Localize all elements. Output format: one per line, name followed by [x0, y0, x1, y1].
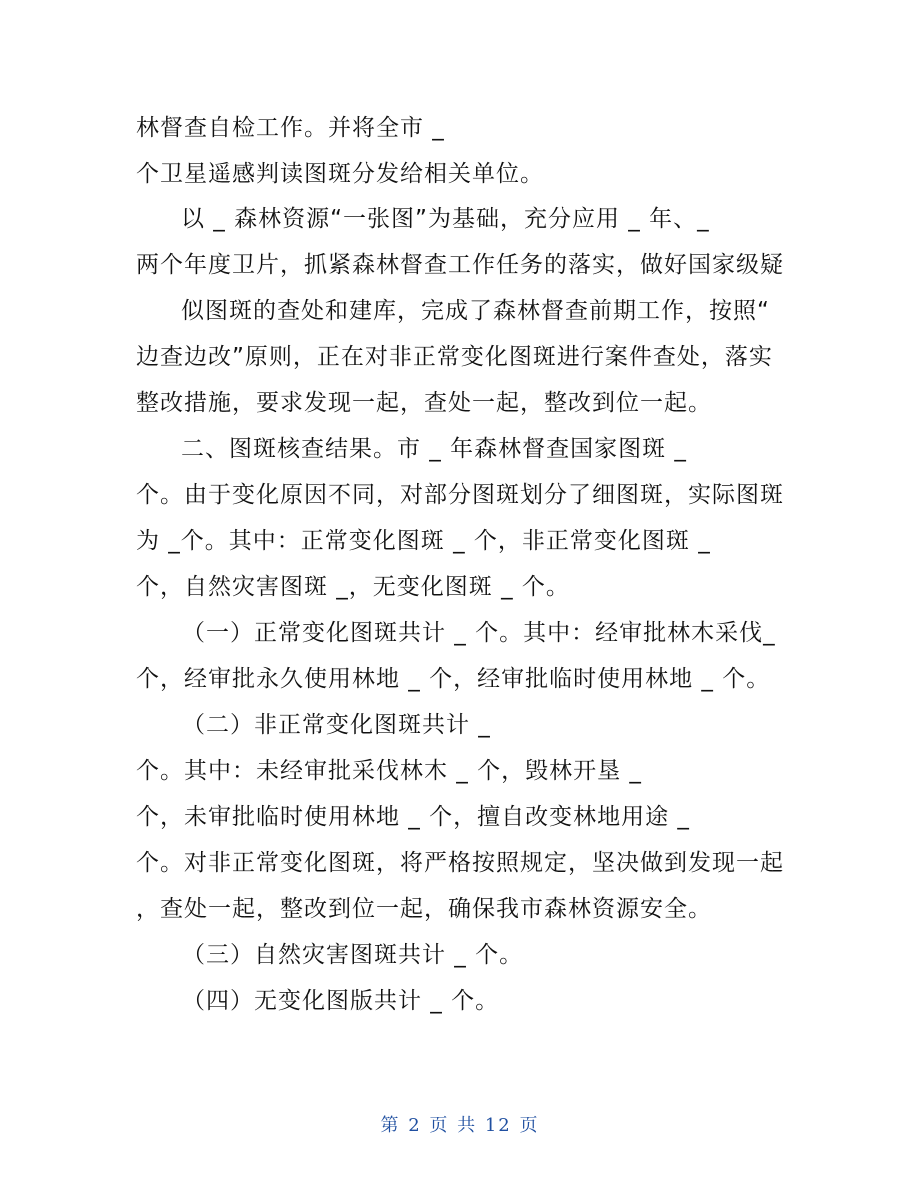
- text-line-5: 似图斑的查处和建库，完成了森林督查前期工作，按照“: [181, 298, 770, 324]
- text-line-6: 边查边改”原则，正在对非正常变化图斑进行案件查处，落实: [136, 344, 773, 370]
- text-line-8: 二、图斑核查结果。市 _ 年森林督查国家图斑 _: [181, 436, 687, 462]
- text-line-4: 两个年度卫片，抓紧森林督查工作任务的落实，做好国家级疑: [136, 252, 784, 278]
- text-line-11: 个，自然灾害图斑 _，无变化图斑 _ 个。: [136, 574, 570, 600]
- text-line-12: （一）正常变化图斑共计 _ 个。其中：经审批林木采伐_: [182, 620, 776, 646]
- text-line-15: 个。其中：未经审批采伐林木 _ 个，毁林开垦 _: [136, 758, 642, 784]
- text-line-3: 以 _ 森林资源“一张图”为基础，充分应用 _ 年、_: [181, 206, 710, 232]
- text-line-9: 个。由于变化原因不同，对部分图斑划分了细图斑，实际图斑: [136, 482, 784, 508]
- text-line-13: 个，经审批永久使用林地 _ 个，经审批临时使用林地 _ 个。: [136, 666, 771, 692]
- text-line-18: ，查处一起，整改到位一起，确保我市森林资源安全。: [136, 896, 712, 922]
- text-line-17: 个。对非正常变化图斑，将严格按照规定，坚决做到发现一起: [136, 850, 784, 876]
- text-line-2: 个卫星遥感判读图斑分发给相关单位。: [136, 161, 544, 187]
- text-line-16: 个，未审批临时使用林地 _ 个，擅自改变林地用途 _: [136, 804, 690, 830]
- page-number-footer: 第 2 页 共 12 页: [380, 1115, 540, 1136]
- text-line-14: （二）非正常变化图斑共计 _: [182, 712, 491, 738]
- text-line-20: （四）无变化图版共计 _ 个。: [182, 988, 500, 1014]
- text-line-10: 为 _个。其中：正常变化图斑 _ 个，非正常变化图斑 _: [136, 528, 711, 554]
- text-line-1: 林督查自检工作。并将全市 _: [136, 115, 445, 141]
- text-line-7: 整改措施，要求发现一起，查处一起，整改到位一起。: [136, 390, 712, 416]
- text-line-19: （三）自然灾害图斑共计 _ 个。: [182, 942, 524, 968]
